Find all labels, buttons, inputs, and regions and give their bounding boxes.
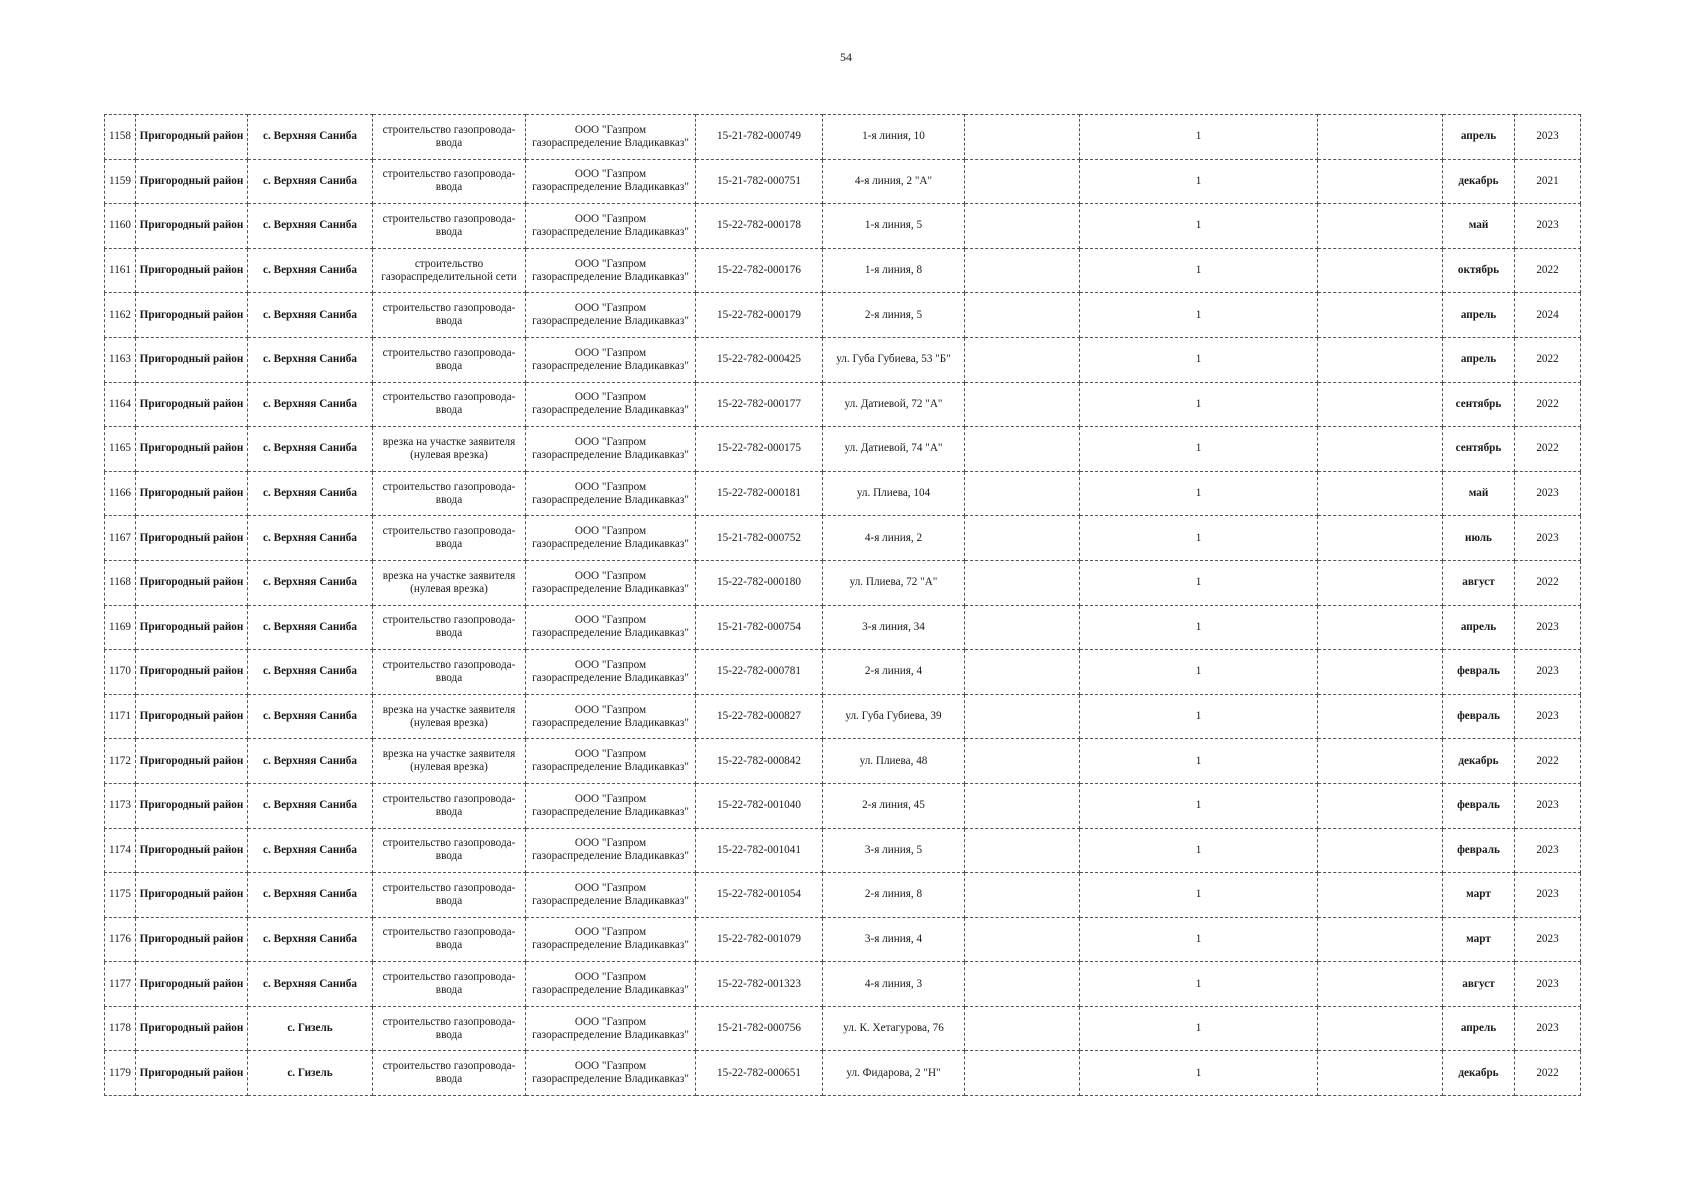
table-row — [105, 204, 1581, 249]
table-row — [105, 605, 1581, 650]
row-number-cell: 1165 — [105, 427, 136, 472]
organization-cell: ООО "Газпром газораспределение Владикавказ" — [526, 159, 696, 204]
district-cell: Пригородный район — [136, 917, 248, 962]
empty-cell — [965, 337, 1080, 382]
quantity-cell: 1 — [1080, 516, 1318, 561]
year-cell: 2023 — [1515, 471, 1581, 516]
work-type-cell: строительство газопровода-ввода — [373, 1006, 526, 1051]
address-cell: 2-я линия, 45 — [823, 783, 965, 828]
address-cell: 4-я линия, 2 — [823, 516, 965, 561]
table-row — [105, 471, 1581, 516]
empty-cell — [965, 248, 1080, 293]
row-number-cell: 1162 — [105, 293, 136, 338]
empty-cell — [1318, 248, 1443, 293]
row-number-cell: 1159 — [105, 159, 136, 204]
locality-cell: с. Верхняя Саниба — [248, 962, 373, 1007]
organization-cell: ООО "Газпром газораспределение Владикавказ" — [526, 783, 696, 828]
empty-cell — [1318, 650, 1443, 695]
row-number-cell: 1177 — [105, 962, 136, 1007]
organization-cell: ООО "Газпром газораспределение Владикавказ" — [526, 694, 696, 739]
organization-cell: ООО "Газпром газораспределение Владикавказ" — [526, 873, 696, 918]
district-cell: Пригородный район — [136, 873, 248, 918]
organization-cell: ООО "Газпром газораспределение Владикавказ" — [526, 605, 696, 650]
locality-cell: с. Верхняя Саниба — [248, 605, 373, 650]
empty-cell — [1318, 605, 1443, 650]
application-code-cell: 15-22-782-000180 — [696, 560, 823, 605]
empty-cell — [1318, 293, 1443, 338]
empty-cell — [1318, 739, 1443, 784]
organization-cell: ООО "Газпром газораспределение Владикавказ" — [526, 1051, 696, 1096]
row-number-cell: 1173 — [105, 783, 136, 828]
empty-cell — [965, 650, 1080, 695]
address-cell: 4-я линия, 3 — [823, 962, 965, 1007]
empty-cell — [1318, 873, 1443, 918]
quantity-cell: 1 — [1080, 828, 1318, 873]
application-code-cell: 15-21-782-000754 — [696, 605, 823, 650]
year-cell: 2022 — [1515, 560, 1581, 605]
registry-table — [104, 114, 1581, 1096]
table-row — [105, 962, 1581, 1007]
work-type-cell: строительство газопровода-ввода — [373, 783, 526, 828]
row-number-cell: 1167 — [105, 516, 136, 561]
row-number-cell: 1178 — [105, 1006, 136, 1051]
application-code-cell: 15-22-782-001054 — [696, 873, 823, 918]
quantity-cell: 1 — [1080, 873, 1318, 918]
table-row — [105, 917, 1581, 962]
organization-cell: ООО "Газпром газораспределение Владикавказ" — [526, 382, 696, 427]
year-cell: 2021 — [1515, 159, 1581, 204]
month-cell: апрель — [1443, 293, 1515, 338]
year-cell: 2023 — [1515, 917, 1581, 962]
empty-cell — [1318, 1051, 1443, 1096]
year-cell: 2023 — [1515, 962, 1581, 1007]
row-number-cell: 1161 — [105, 248, 136, 293]
table-body — [105, 115, 1581, 1096]
work-type-cell: врезка на участке заявителя (нулевая врезка) — [373, 694, 526, 739]
locality-cell: с. Верхняя Саниба — [248, 248, 373, 293]
year-cell: 2022 — [1515, 382, 1581, 427]
empty-cell — [965, 293, 1080, 338]
address-cell: ул. К. Хетагурова, 76 — [823, 1006, 965, 1051]
empty-cell — [1318, 560, 1443, 605]
table-row — [105, 1051, 1581, 1096]
row-number-cell: 1176 — [105, 917, 136, 962]
application-code-cell: 15-22-782-001041 — [696, 828, 823, 873]
district-cell: Пригородный район — [136, 248, 248, 293]
table-row — [105, 650, 1581, 695]
work-type-cell: строительство газораспределительной сети — [373, 248, 526, 293]
row-number-cell: 1169 — [105, 605, 136, 650]
empty-cell — [965, 382, 1080, 427]
quantity-cell: 1 — [1080, 917, 1318, 962]
organization-cell: ООО "Газпром газораспределение Владикавказ" — [526, 516, 696, 561]
quantity-cell: 1 — [1080, 204, 1318, 249]
application-code-cell: 15-22-782-001323 — [696, 962, 823, 1007]
application-code-cell: 15-22-782-000177 — [696, 382, 823, 427]
table-row — [105, 1006, 1581, 1051]
district-cell: Пригородный район — [136, 828, 248, 873]
address-cell: ул. Губа Губиева, 39 — [823, 694, 965, 739]
empty-cell — [965, 962, 1080, 1007]
row-number-cell: 1175 — [105, 873, 136, 918]
address-cell: ул. Плиева, 48 — [823, 739, 965, 784]
organization-cell: ООО "Газпром газораспределение Владикавказ" — [526, 204, 696, 249]
month-cell: сентябрь — [1443, 427, 1515, 472]
application-code-cell: 15-22-782-001079 — [696, 917, 823, 962]
table-row — [105, 293, 1581, 338]
quantity-cell: 1 — [1080, 115, 1318, 160]
organization-cell: ООО "Газпром газораспределение Владикавказ" — [526, 115, 696, 160]
work-type-cell: строительство газопровода-ввода — [373, 204, 526, 249]
work-type-cell: врезка на участке заявителя (нулевая врезка) — [373, 739, 526, 784]
organization-cell: ООО "Газпром газораспределение Владикавказ" — [526, 427, 696, 472]
year-cell: 2023 — [1515, 1006, 1581, 1051]
work-type-cell: врезка на участке заявителя (нулевая врезка) — [373, 427, 526, 472]
district-cell: Пригородный район — [136, 1051, 248, 1096]
work-type-cell: строительство газопровода-ввода — [373, 516, 526, 561]
application-code-cell: 15-22-782-000179 — [696, 293, 823, 338]
locality-cell: с. Верхняя Саниба — [248, 783, 373, 828]
empty-cell — [1318, 115, 1443, 160]
address-cell: 2-я линия, 8 — [823, 873, 965, 918]
row-number-cell: 1158 — [105, 115, 136, 160]
empty-cell — [965, 605, 1080, 650]
district-cell: Пригородный район — [136, 694, 248, 739]
application-code-cell: 15-22-782-000842 — [696, 739, 823, 784]
district-cell: Пригородный район — [136, 337, 248, 382]
district-cell: Пригородный район — [136, 962, 248, 1007]
empty-cell — [1318, 917, 1443, 962]
locality-cell: с. Верхняя Саниба — [248, 650, 373, 695]
address-cell: ул. Датиевой, 72 "А" — [823, 382, 965, 427]
year-cell: 2022 — [1515, 248, 1581, 293]
empty-cell — [965, 917, 1080, 962]
row-number-cell: 1170 — [105, 650, 136, 695]
address-cell: ул. Фидарова, 2 "Н" — [823, 1051, 965, 1096]
address-cell: 1-я линия, 8 — [823, 248, 965, 293]
organization-cell: ООО "Газпром газораспределение Владикавказ" — [526, 293, 696, 338]
empty-cell — [965, 427, 1080, 472]
row-number-cell: 1174 — [105, 828, 136, 873]
quantity-cell: 1 — [1080, 159, 1318, 204]
year-cell: 2023 — [1515, 605, 1581, 650]
empty-cell — [965, 516, 1080, 561]
month-cell: февраль — [1443, 694, 1515, 739]
district-cell: Пригородный район — [136, 739, 248, 784]
empty-cell — [1318, 1006, 1443, 1051]
table-row — [105, 560, 1581, 605]
quantity-cell: 1 — [1080, 427, 1318, 472]
table-row — [105, 516, 1581, 561]
organization-cell: ООО "Газпром газораспределение Владикавказ" — [526, 650, 696, 695]
year-cell: 2022 — [1515, 1051, 1581, 1096]
application-code-cell: 15-22-782-000781 — [696, 650, 823, 695]
application-code-cell: 15-21-782-000751 — [696, 159, 823, 204]
quantity-cell: 1 — [1080, 783, 1318, 828]
table-row — [105, 828, 1581, 873]
empty-cell — [1318, 694, 1443, 739]
district-cell: Пригородный район — [136, 204, 248, 249]
quantity-cell: 1 — [1080, 560, 1318, 605]
work-type-cell: строительство газопровода-ввода — [373, 159, 526, 204]
table-row — [105, 248, 1581, 293]
year-cell: 2022 — [1515, 337, 1581, 382]
quantity-cell: 1 — [1080, 293, 1318, 338]
row-number-cell: 1166 — [105, 471, 136, 516]
empty-cell — [1318, 471, 1443, 516]
locality-cell: с. Гизель — [248, 1006, 373, 1051]
quantity-cell: 1 — [1080, 605, 1318, 650]
application-code-cell: 15-22-782-000181 — [696, 471, 823, 516]
locality-cell: с. Верхняя Саниба — [248, 427, 373, 472]
address-cell: 3-я линия, 4 — [823, 917, 965, 962]
district-cell: Пригородный район — [136, 516, 248, 561]
empty-cell — [1318, 516, 1443, 561]
empty-cell — [965, 1006, 1080, 1051]
empty-cell — [965, 471, 1080, 516]
year-cell: 2023 — [1515, 873, 1581, 918]
empty-cell — [965, 560, 1080, 605]
row-number-cell: 1168 — [105, 560, 136, 605]
month-cell: февраль — [1443, 828, 1515, 873]
locality-cell: с. Верхняя Саниба — [248, 337, 373, 382]
application-code-cell: 15-22-782-001040 — [696, 783, 823, 828]
organization-cell: ООО "Газпром газораспределение Владикавказ" — [526, 739, 696, 784]
row-number-cell: 1171 — [105, 694, 136, 739]
empty-cell — [965, 783, 1080, 828]
month-cell: октябрь — [1443, 248, 1515, 293]
organization-cell: ООО "Газпром газораспределение Владикавказ" — [526, 962, 696, 1007]
address-cell: 3-я линия, 34 — [823, 605, 965, 650]
locality-cell: с. Верхняя Саниба — [248, 560, 373, 605]
empty-cell — [1318, 159, 1443, 204]
year-cell: 2022 — [1515, 739, 1581, 784]
empty-cell — [1318, 427, 1443, 472]
month-cell: декабрь — [1443, 1051, 1515, 1096]
month-cell: август — [1443, 962, 1515, 1007]
table-row — [105, 873, 1581, 918]
table-row — [105, 739, 1581, 784]
empty-cell — [965, 694, 1080, 739]
district-cell: Пригородный район — [136, 115, 248, 160]
month-cell: май — [1443, 471, 1515, 516]
empty-cell — [1318, 962, 1443, 1007]
table-row — [105, 427, 1581, 472]
row-number-cell: 1172 — [105, 739, 136, 784]
year-cell: 2023 — [1515, 828, 1581, 873]
empty-cell — [1318, 382, 1443, 427]
work-type-cell: строительство газопровода-ввода — [373, 337, 526, 382]
row-number-cell: 1179 — [105, 1051, 136, 1096]
quantity-cell: 1 — [1080, 471, 1318, 516]
locality-cell: с. Верхняя Саниба — [248, 115, 373, 160]
district-cell: Пригородный район — [136, 293, 248, 338]
work-type-cell: строительство газопровода-ввода — [373, 917, 526, 962]
address-cell: 4-я линия, 2 "А" — [823, 159, 965, 204]
year-cell: 2023 — [1515, 204, 1581, 249]
month-cell: февраль — [1443, 650, 1515, 695]
locality-cell: с. Гизель — [248, 1051, 373, 1096]
table-row — [105, 783, 1581, 828]
row-number-cell: 1160 — [105, 204, 136, 249]
organization-cell: ООО "Газпром газораспределение Владикавказ" — [526, 560, 696, 605]
row-number-cell: 1164 — [105, 382, 136, 427]
application-code-cell: 15-22-782-000651 — [696, 1051, 823, 1096]
empty-cell — [1318, 204, 1443, 249]
quantity-cell: 1 — [1080, 337, 1318, 382]
month-cell: апрель — [1443, 337, 1515, 382]
empty-cell — [965, 873, 1080, 918]
organization-cell: ООО "Газпром газораспределение Владикавказ" — [526, 471, 696, 516]
address-cell: ул. Губа Губиева, 53 "Б" — [823, 337, 965, 382]
application-code-cell: 15-21-782-000756 — [696, 1006, 823, 1051]
month-cell: апрель — [1443, 605, 1515, 650]
quantity-cell: 1 — [1080, 650, 1318, 695]
table-row — [105, 337, 1581, 382]
work-type-cell: строительство газопровода-ввода — [373, 962, 526, 1007]
work-type-cell: врезка на участке заявителя (нулевая врезка) — [373, 560, 526, 605]
table-row — [105, 159, 1581, 204]
quantity-cell: 1 — [1080, 382, 1318, 427]
organization-cell: ООО "Газпром газораспределение Владикавказ" — [526, 1006, 696, 1051]
locality-cell: с. Верхняя Саниба — [248, 516, 373, 561]
work-type-cell: строительство газопровода-ввода — [373, 828, 526, 873]
quantity-cell: 1 — [1080, 962, 1318, 1007]
work-type-cell: строительство газопровода-ввода — [373, 115, 526, 160]
empty-cell — [1318, 337, 1443, 382]
empty-cell — [965, 204, 1080, 249]
quantity-cell: 1 — [1080, 1006, 1318, 1051]
month-cell: сентябрь — [1443, 382, 1515, 427]
year-cell: 2023 — [1515, 516, 1581, 561]
district-cell: Пригородный район — [136, 1006, 248, 1051]
address-cell: ул. Плиева, 72 "А" — [823, 560, 965, 605]
month-cell: март — [1443, 873, 1515, 918]
address-cell: 2-я линия, 4 — [823, 650, 965, 695]
empty-cell — [965, 739, 1080, 784]
work-type-cell: строительство газопровода-ввода — [373, 1051, 526, 1096]
address-cell: 3-я линия, 5 — [823, 828, 965, 873]
table-row — [105, 115, 1581, 160]
quantity-cell: 1 — [1080, 739, 1318, 784]
work-type-cell: строительство газопровода-ввода — [373, 605, 526, 650]
month-cell: декабрь — [1443, 159, 1515, 204]
application-code-cell: 15-22-782-000178 — [696, 204, 823, 249]
locality-cell: с. Верхняя Саниба — [248, 159, 373, 204]
application-code-cell: 15-22-782-000176 — [696, 248, 823, 293]
year-cell: 2024 — [1515, 293, 1581, 338]
year-cell: 2023 — [1515, 694, 1581, 739]
year-cell: 2023 — [1515, 783, 1581, 828]
month-cell: август — [1443, 560, 1515, 605]
work-type-cell: строительство газопровода-ввода — [373, 873, 526, 918]
locality-cell: с. Верхняя Саниба — [248, 873, 373, 918]
address-cell: 1-я линия, 5 — [823, 204, 965, 249]
district-cell: Пригородный район — [136, 650, 248, 695]
month-cell: июль — [1443, 516, 1515, 561]
address-cell: ул. Датиевой, 74 "А" — [823, 427, 965, 472]
organization-cell: ООО "Газпром газораспределение Владикавказ" — [526, 828, 696, 873]
locality-cell: с. Верхняя Саниба — [248, 694, 373, 739]
empty-cell — [1318, 783, 1443, 828]
table-row — [105, 694, 1581, 739]
organization-cell: ООО "Газпром газораспределение Владикавказ" — [526, 337, 696, 382]
locality-cell: с. Верхняя Саниба — [248, 917, 373, 962]
empty-cell — [965, 828, 1080, 873]
year-cell: 2022 — [1515, 427, 1581, 472]
empty-cell — [965, 115, 1080, 160]
application-code-cell: 15-22-782-000827 — [696, 694, 823, 739]
work-type-cell: строительство газопровода-ввода — [373, 471, 526, 516]
address-cell: 2-я линия, 5 — [823, 293, 965, 338]
address-cell: ул. Плиева, 104 — [823, 471, 965, 516]
locality-cell: с. Верхняя Саниба — [248, 293, 373, 338]
application-code-cell: 15-21-782-000752 — [696, 516, 823, 561]
month-cell: декабрь — [1443, 739, 1515, 784]
application-code-cell: 15-21-782-000749 — [696, 115, 823, 160]
district-cell: Пригородный район — [136, 783, 248, 828]
organization-cell: ООО "Газпром газораспределение Владикавказ" — [526, 248, 696, 293]
month-cell: февраль — [1443, 783, 1515, 828]
organization-cell: ООО "Газпром газораспределение Владикавказ" — [526, 917, 696, 962]
month-cell: май — [1443, 204, 1515, 249]
quantity-cell: 1 — [1080, 1051, 1318, 1096]
locality-cell: с. Верхняя Саниба — [248, 739, 373, 784]
table-row — [105, 382, 1581, 427]
locality-cell: с. Верхняя Саниба — [248, 382, 373, 427]
district-cell: Пригородный район — [136, 471, 248, 516]
application-code-cell: 15-22-782-000425 — [696, 337, 823, 382]
empty-cell — [965, 1051, 1080, 1096]
locality-cell: с. Верхняя Саниба — [248, 471, 373, 516]
month-cell: март — [1443, 917, 1515, 962]
work-type-cell: строительство газопровода-ввода — [373, 382, 526, 427]
address-cell: 1-я линия, 10 — [823, 115, 965, 160]
district-cell: Пригородный район — [136, 560, 248, 605]
application-code-cell: 15-22-782-000175 — [696, 427, 823, 472]
empty-cell — [965, 159, 1080, 204]
empty-cell — [1318, 828, 1443, 873]
work-type-cell: строительство газопровода-ввода — [373, 650, 526, 695]
page-number: 54 — [840, 50, 852, 64]
row-number-cell: 1163 — [105, 337, 136, 382]
year-cell: 2023 — [1515, 650, 1581, 695]
quantity-cell: 1 — [1080, 694, 1318, 739]
locality-cell: с. Верхняя Саниба — [248, 828, 373, 873]
district-cell: Пригородный район — [136, 605, 248, 650]
locality-cell: с. Верхняя Саниба — [248, 204, 373, 249]
district-cell: Пригородный район — [136, 382, 248, 427]
quantity-cell: 1 — [1080, 248, 1318, 293]
month-cell: апрель — [1443, 115, 1515, 160]
district-cell: Пригородный район — [136, 159, 248, 204]
year-cell: 2023 — [1515, 115, 1581, 160]
month-cell: апрель — [1443, 1006, 1515, 1051]
work-type-cell: строительство газопровода-ввода — [373, 293, 526, 338]
district-cell: Пригородный район — [136, 427, 248, 472]
